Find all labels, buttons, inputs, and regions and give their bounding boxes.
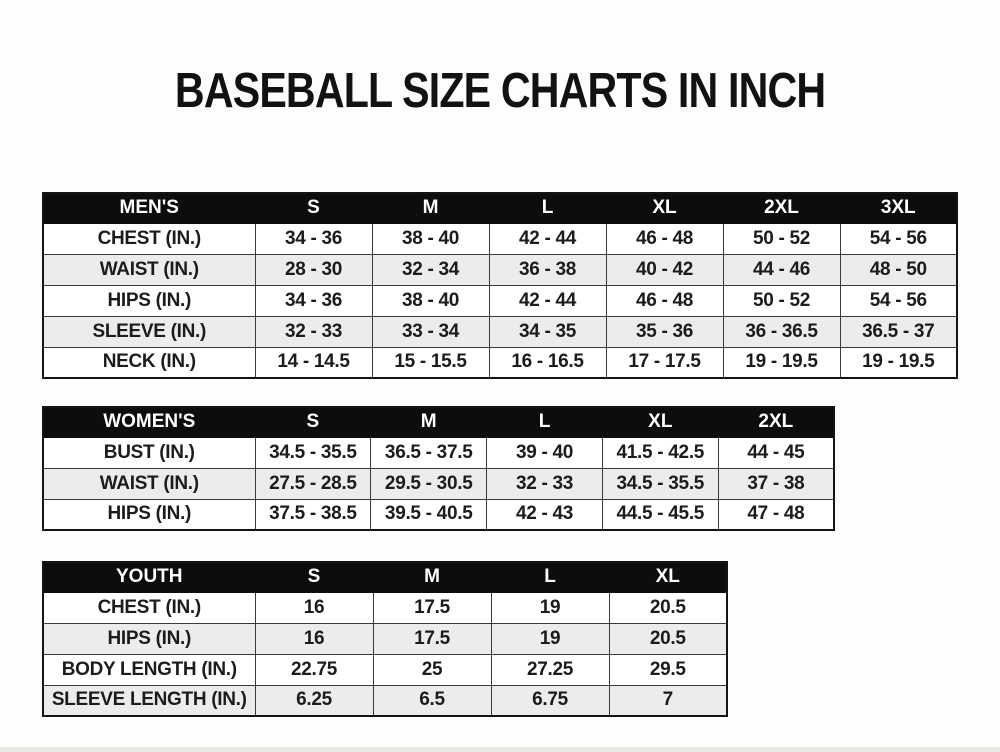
measurement-value: 29.5 [609, 654, 727, 685]
measurement-value: 20.5 [609, 623, 727, 654]
measurement-row [43, 592, 727, 623]
measurement-row [43, 468, 834, 499]
measurement-label: CHEST (IN.) [43, 592, 255, 623]
size-column-header: 3XL [840, 193, 957, 223]
measurement-value: 33 - 34 [372, 316, 489, 347]
table-title-cell: MEN'S [43, 193, 255, 223]
measurement-value: 19 [491, 592, 609, 623]
measurement-value: 41.5 - 42.5 [602, 437, 718, 468]
size-column-header: S [255, 407, 371, 437]
measurement-value: 19 - 19.5 [840, 347, 957, 378]
measurement-value: 19 - 19.5 [723, 347, 840, 378]
measurement-value: 17.5 [373, 623, 491, 654]
measurement-value: 34 - 35 [489, 316, 606, 347]
measurement-value: 17.5 [373, 592, 491, 623]
measurement-value: 39 - 40 [487, 437, 603, 468]
measurement-value: 48 - 50 [840, 254, 957, 285]
size-column-header: M [373, 562, 491, 592]
measurement-value: 42 - 44 [489, 223, 606, 254]
measurement-value: 6.5 [373, 685, 491, 716]
measurement-row [43, 285, 957, 316]
measurement-value: 36 - 38 [489, 254, 606, 285]
size-column-header: L [489, 193, 606, 223]
measurement-row [43, 347, 957, 378]
size-column-header: S [255, 562, 373, 592]
measurement-row [43, 685, 727, 716]
measurement-row [43, 223, 957, 254]
measurement-value: 54 - 56 [840, 285, 957, 316]
measurement-label: SLEEVE LENGTH (IN.) [43, 685, 255, 716]
size-column-header: 2XL [723, 193, 840, 223]
measurement-label: HIPS (IN.) [43, 499, 255, 530]
measurement-value: 40 - 42 [606, 254, 723, 285]
measurement-value: 15 - 15.5 [372, 347, 489, 378]
measurement-value: 27.5 - 28.5 [255, 468, 371, 499]
measurement-label: CHEST (IN.) [43, 223, 255, 254]
measurement-row [43, 623, 727, 654]
measurement-value: 42 - 44 [489, 285, 606, 316]
measurement-value: 50 - 52 [723, 223, 840, 254]
measurement-value: 50 - 52 [723, 285, 840, 316]
measurement-value: 16 [255, 623, 373, 654]
measurement-value: 46 - 48 [606, 223, 723, 254]
measurement-value: 32 - 33 [487, 468, 603, 499]
measurement-value: 25 [373, 654, 491, 685]
measurement-value: 28 - 30 [255, 254, 372, 285]
measurement-row [43, 654, 727, 685]
size-column-header: XL [609, 562, 727, 592]
measurement-value: 34 - 36 [255, 223, 372, 254]
measurement-value: 54 - 56 [840, 223, 957, 254]
page-title-wrap [0, 0, 1000, 119]
size-column-header: S [255, 193, 372, 223]
measurement-row [43, 316, 957, 347]
measurement-value: 27.25 [491, 654, 609, 685]
size-column-header: XL [606, 193, 723, 223]
measurement-row [43, 254, 957, 285]
measurement-label: HIPS (IN.) [43, 285, 255, 316]
measurement-value: 20.5 [609, 592, 727, 623]
measurement-label: WAIST (IN.) [43, 254, 255, 285]
measurement-value: 42 - 43 [487, 499, 603, 530]
size-column-header: M [371, 407, 487, 437]
measurement-value: 37.5 - 38.5 [255, 499, 371, 530]
measurement-label: NECK (IN.) [43, 347, 255, 378]
youth-size-table [42, 561, 728, 717]
measurement-value: 36.5 - 37.5 [371, 437, 487, 468]
table-title-cell: YOUTH [43, 562, 255, 592]
womens-size-table [42, 406, 835, 531]
measurement-value: 16 - 16.5 [489, 347, 606, 378]
measurement-value: 38 - 40 [372, 223, 489, 254]
measurement-value: 6.75 [491, 685, 609, 716]
measurement-value: 34 - 36 [255, 285, 372, 316]
measurement-value: 47 - 48 [718, 499, 834, 530]
scan-edge-strip [0, 747, 1000, 752]
measurement-label: HIPS (IN.) [43, 623, 255, 654]
measurement-value: 44.5 - 45.5 [602, 499, 718, 530]
measurement-value: 37 - 38 [718, 468, 834, 499]
measurement-value: 29.5 - 30.5 [371, 468, 487, 499]
table-title-cell: WOMEN'S [43, 407, 255, 437]
header-row [43, 562, 727, 592]
measurement-value: 39.5 - 40.5 [371, 499, 487, 530]
tables-container [0, 192, 1000, 717]
measurement-value: 46 - 48 [606, 285, 723, 316]
header-row [43, 193, 957, 223]
mens-size-table [42, 192, 958, 379]
measurement-label: BODY LENGTH (IN.) [43, 654, 255, 685]
measurement-row [43, 437, 834, 468]
measurement-value: 32 - 33 [255, 316, 372, 347]
measurement-value: 44 - 46 [723, 254, 840, 285]
size-column-header: M [372, 193, 489, 223]
measurement-value: 34.5 - 35.5 [602, 468, 718, 499]
measurement-value: 17 - 17.5 [606, 347, 723, 378]
measurement-value: 35 - 36 [606, 316, 723, 347]
size-column-header: 2XL [718, 407, 834, 437]
header-row [43, 407, 834, 437]
measurement-value: 36.5 - 37 [840, 316, 957, 347]
measurement-value: 7 [609, 685, 727, 716]
measurement-value: 38 - 40 [372, 285, 489, 316]
size-column-header: L [491, 562, 609, 592]
size-column-header: XL [602, 407, 718, 437]
measurement-value: 32 - 34 [372, 254, 489, 285]
measurement-label: WAIST (IN.) [43, 468, 255, 499]
size-column-header: L [487, 407, 603, 437]
page-title: BASEBALL SIZE CHARTS IN INCH [174, 64, 826, 118]
measurement-value: 16 [255, 592, 373, 623]
measurement-value: 6.25 [255, 685, 373, 716]
measurement-label: SLEEVE (IN.) [43, 316, 255, 347]
measurement-value: 19 [491, 623, 609, 654]
measurement-value: 44 - 45 [718, 437, 834, 468]
measurement-value: 14 - 14.5 [255, 347, 372, 378]
measurement-label: BUST (IN.) [43, 437, 255, 468]
measurement-value: 22.75 [255, 654, 373, 685]
measurement-row [43, 499, 834, 530]
measurement-value: 36 - 36.5 [723, 316, 840, 347]
measurement-value: 34.5 - 35.5 [255, 437, 371, 468]
